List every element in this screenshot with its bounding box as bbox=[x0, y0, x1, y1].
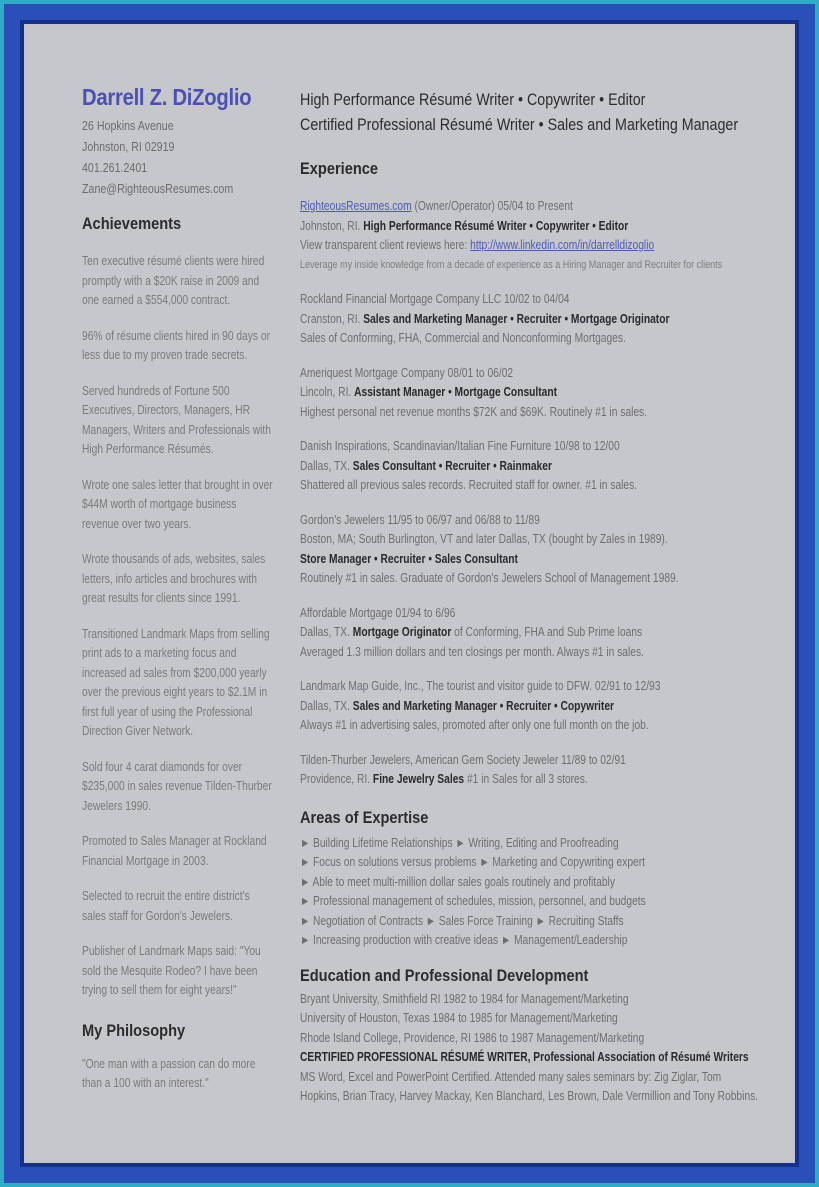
area-line: ► Able to meet multi-million dollar sales goals routinely and profitably bbox=[300, 874, 615, 889]
job-title: High Performance Résumé Writer • Copywriter • Editor bbox=[363, 218, 629, 233]
job-company-line: Danish Inspirations, Scandinavian/Italian Fine Furniture 10/98 to 12/00 bbox=[300, 439, 620, 453]
job-location: Dallas, TX. bbox=[300, 698, 353, 713]
job-entry bbox=[300, 437, 780, 496]
job-title: Store Manager • Recruiter • Sales Consultant bbox=[300, 551, 518, 566]
experience-heading: Experience bbox=[300, 159, 379, 178]
job-role-line bbox=[300, 383, 694, 403]
contact-phone: 401.261.2401 bbox=[82, 160, 148, 175]
achievement-item: 96% of résume clients hired in 90 days or less due to my proven trade secrets. bbox=[82, 328, 271, 362]
achievement-item: Wrote thousands of ads, websites, sales letters, info articles and brochures with great results for clients since 1991. bbox=[82, 552, 266, 605]
job-location: Lincoln, RI. bbox=[300, 385, 355, 399]
job-title: Fine Jewelry Sales bbox=[372, 772, 465, 786]
job-entry bbox=[300, 751, 780, 790]
contact-city: Johnston, RI 02919 bbox=[82, 139, 175, 154]
job-role-line bbox=[300, 770, 694, 790]
right-column bbox=[300, 87, 780, 1107]
achievement-item: Served hundreds of Fortune 500 Executives, Directors, Managers, HR Managers, Writers and Professionals with High Performance Résumés. bbox=[82, 383, 271, 456]
area-line: ► Professional management of schedules, mission, personnel, and budgets bbox=[300, 894, 646, 908]
job-company-line: Gordon's Jewelers 11/95 to 06/97 and 06/88 to 11/89 bbox=[300, 512, 540, 527]
company-website-link[interactable]: RighteousResumes.com bbox=[300, 199, 412, 213]
outer-frame bbox=[4, 4, 815, 1183]
resume-paper bbox=[28, 28, 791, 1159]
job-company-line: Tilden-Thurber Jewelers, American Gem Society Jeweler 11/89 to 02/91 bbox=[300, 752, 626, 767]
tagline-line-1: High Performance Résumé Writer • Copywriter • Editor bbox=[300, 90, 646, 109]
achievement-item: Ten executive résumé clients were hired promptly with a $20K raise in 2009 and one earned a $554,000 contract. bbox=[82, 254, 265, 307]
job-description: Shattered all previous sales records. Recruited staff for owner. #1 in sales. bbox=[300, 478, 638, 492]
tagline-line-2: Certified Professional Résumé Writer • Sales and Marketing Manager bbox=[300, 115, 739, 134]
contact-address: 26 Hopkins Avenue bbox=[82, 118, 174, 133]
job-dates: (Owner/Operator) 05/04 to Present bbox=[411, 199, 573, 213]
job-entry bbox=[300, 677, 780, 736]
achievement-item: Wrote one sales letter that brought in over $44M worth of mortgage business revenue over two years. bbox=[82, 477, 273, 531]
job-role-line bbox=[300, 623, 694, 643]
philosophy-heading: My Philosophy bbox=[82, 1020, 186, 1040]
job-role-line bbox=[300, 550, 694, 570]
achievement-item: Promoted to Sales Manager at Rockland Financial Mortgage in 2003. bbox=[82, 834, 267, 868]
job-entry bbox=[300, 511, 780, 589]
job-description: Leverage my inside knowledge from a decade of experience as a Hiring Manager and Recruiter for clients bbox=[300, 258, 723, 271]
job-location: Dallas, TX. bbox=[300, 625, 353, 639]
job-title: Sales and Marketing Manager • Recruiter • Copywriter bbox=[352, 698, 615, 713]
job-title: Mortgage Originator bbox=[352, 625, 452, 639]
job-entry bbox=[300, 364, 780, 423]
job-entry bbox=[300, 604, 780, 663]
job-title: Assistant Manager • Mortgage Consultant bbox=[354, 385, 558, 399]
job-entry bbox=[300, 290, 780, 349]
achievement-item: Transitioned Landmark Maps from selling print ads to a marketing focus and increased ad sales from $200,000 yearly over the previous eight years to $2.1M in first full year of using the Professional Direction Giver Network. bbox=[82, 626, 270, 738]
job-title-suffix: of Conforming, FHA and Sub Prime loans bbox=[451, 625, 643, 639]
achievement-item: Selected to recruit the entire district's sales staff for Gordon's Jewelers. bbox=[82, 889, 250, 923]
area-line: ► Building Lifetime Relationships ► Writing, Editing and Proofreading bbox=[300, 835, 619, 850]
resume-page bbox=[20, 20, 799, 1167]
job-description: Sales of Conforming, FHA, Commercial and Nonconforming Mortgages. bbox=[300, 331, 626, 345]
job-description: Highest personal net revenue months $72K and $69K. Routinely #1 in sales. bbox=[300, 404, 648, 419]
education-line: Rhode Island College, Providence, RI 1986 to 1987 Management/Marketing bbox=[300, 1030, 645, 1045]
job-location: Cranston, RI. bbox=[300, 311, 364, 326]
education-list bbox=[300, 990, 780, 1107]
achievement-item: Sold four 4 carat diamonds for over $235,000 in sales revenue Tilden-Thurber Jewelers 1990. bbox=[82, 759, 272, 813]
education-line: Bryant University, Smithfield RI 1982 to 1984 for Management/Marketing bbox=[300, 991, 629, 1006]
area-line: ► Increasing production with creative ideas ► Management/Leadership bbox=[300, 933, 628, 947]
job-title-suffix: #1 in Sales for all 3 stores. bbox=[464, 772, 588, 786]
training-line: Hopkins, Brian Tracy, Harvey Mackay, Ken Blanchard, Les Brown, Dale Vermillion and Tony Robbins. bbox=[300, 1089, 759, 1103]
areas-heading: Areas of Expertise bbox=[300, 807, 429, 827]
job-entry bbox=[300, 197, 780, 275]
area-line: ► Focus on solutions versus problems ► Marketing and Copywriting expert bbox=[300, 855, 646, 869]
achievements-heading: Achievements bbox=[82, 214, 182, 233]
job-role-line bbox=[300, 310, 694, 330]
job-company-line: Ameriquest Mortgage Company 08/01 to 06/02 bbox=[300, 365, 514, 380]
contact-email: Zane@RighteousResumes.com bbox=[82, 181, 234, 196]
area-line: ► Negotiation of Contracts ► Sales Force Training ► Recruiting Staffs bbox=[300, 913, 624, 928]
linkedin-link[interactable]: http://www.linkedin.com/in/darrelldizoglio bbox=[470, 238, 655, 252]
achievement-item: Publisher of Landmark Maps said: "You sold the Mesquite Rodeo? I have been trying to sell them for eight years!" bbox=[82, 944, 261, 997]
education-heading: Education and Professional Development bbox=[300, 965, 589, 985]
job-title: Sales Consultant • Recruiter • Rainmaker bbox=[352, 458, 552, 473]
education-line: University of Houston, Texas 1984 to 1985 for Management/Marketing bbox=[300, 1011, 618, 1025]
job-location: Dallas, TX. bbox=[300, 458, 353, 473]
job-description: Routinely #1 in sales. Graduate of Gordon's Jewelers School of Management 1989. bbox=[300, 571, 679, 585]
job-company-line: Landmark Map Guide, Inc., The tourist and visitor guide to DFW. 02/91 to 12/93 bbox=[300, 679, 661, 693]
job-description: Always #1 in advertising sales, promoted after only one full month on the job. bbox=[300, 718, 649, 732]
job-company-line: Affordable Mortgage 01/94 to 6/96 bbox=[300, 605, 456, 620]
job-location-line: Boston, MA; South Burlington, VT and later Dallas, TX (bought by Zales in 1989). bbox=[300, 532, 668, 546]
left-column bbox=[82, 84, 282, 1094]
achievements-list bbox=[82, 252, 282, 1001]
philosophy-quote: "One man with a passion can do more than a 100 with an interest." bbox=[82, 1056, 256, 1090]
areas-list bbox=[300, 834, 780, 951]
job-location: Providence, RI. bbox=[300, 772, 373, 786]
training-line: MS Word, Excel and PowerPoint Certified. Attended many sales seminars by: Zig Ziglar, Tom bbox=[300, 1069, 722, 1084]
job-role-line bbox=[300, 217, 694, 237]
contact-block bbox=[82, 115, 246, 199]
job-location: Johnston, RI. bbox=[300, 218, 364, 233]
job-company-line bbox=[300, 197, 694, 217]
job-reviews-line bbox=[300, 236, 694, 256]
job-description: Averaged 1.3 million dollars and ten closings per month. Always #1 in sales. bbox=[300, 644, 644, 659]
job-title: Sales and Marketing Manager • Recruiter • Mortgage Originator bbox=[363, 311, 670, 326]
candidate-name: Darrell Z. DiZoglio bbox=[82, 84, 252, 110]
job-role-line bbox=[300, 697, 694, 717]
certification-line: CERTIFIED PROFESSIONAL RÉSUMÉ WRITER, Professional Association of Résumé Writers bbox=[300, 1050, 749, 1064]
reviews-label: View transparent client reviews here: bbox=[300, 238, 471, 252]
job-company-line: Rockland Financial Mortgage Company LLC 10/02 to 04/04 bbox=[300, 292, 570, 306]
job-role-line bbox=[300, 457, 694, 477]
